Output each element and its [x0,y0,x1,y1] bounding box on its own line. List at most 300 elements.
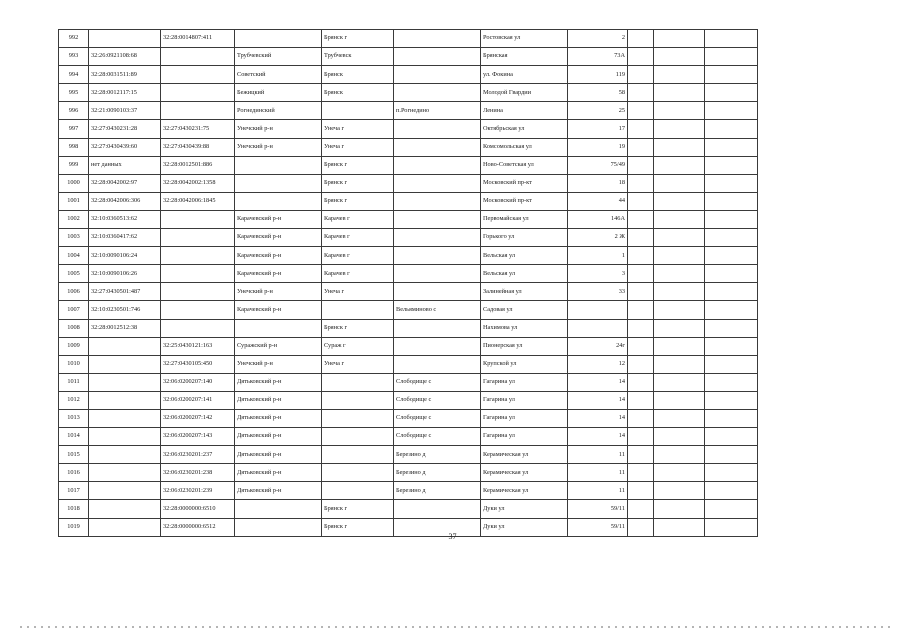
extra-column-3-cell [705,500,758,518]
house-number-cell: 11 [568,482,628,500]
table-row [59,391,758,409]
city-cell [322,102,394,120]
cadastral-number-2-cell [161,210,235,228]
extra-column-1-cell [628,120,654,138]
extra-column-2-cell [654,464,705,482]
extra-column-3-cell [705,373,758,391]
street-cell: Горького ул [481,229,568,247]
extra-column-2-cell [654,156,705,174]
cadastral-number-2-cell: 32:28:0014807:411 [161,30,235,48]
street-cell: Крупской ул [481,355,568,373]
settlement-cell: Слободище с [394,391,481,409]
cadastral-number-cell: нет данных [89,156,161,174]
extra-column-1-cell [628,301,654,319]
cadastral-number-cell: 32:26:0921108:68 [89,48,161,66]
house-number-cell: 14 [568,391,628,409]
settlement-cell: Слободище с [394,373,481,391]
extra-column-1-cell [628,247,654,265]
extra-column-1-cell [628,84,654,102]
cadastral-number-cell [89,337,161,355]
settlement-cell [394,84,481,102]
street-cell: Гагарина ул [481,373,568,391]
house-number-cell: 2 [568,30,628,48]
district-cell: Суражский р-н [235,337,322,355]
cadastral-number-cell: 32:28:0012117:15 [89,84,161,102]
city-cell: Брянск г [322,30,394,48]
district-cell [235,319,322,337]
extra-column-3-cell [705,409,758,427]
row-number-cell: 996 [59,102,89,120]
extra-column-3-cell [705,102,758,120]
cadastral-number-cell [89,464,161,482]
row-number-cell: 1004 [59,247,89,265]
row-number-cell: 1011 [59,373,89,391]
cadastral-number-cell [89,446,161,464]
house-number-cell: 73А [568,48,628,66]
city-cell: Унеча г [322,355,394,373]
table-row [59,229,758,247]
street-cell: Гагарина ул [481,428,568,446]
settlement-cell [394,30,481,48]
row-number-cell: 997 [59,120,89,138]
house-number-cell: 119 [568,66,628,84]
district-cell: Унечский р-н [235,283,322,301]
cadastral-number-cell [89,30,161,48]
district-cell: Дятьковский р-н [235,373,322,391]
cadastral-number-2-cell: 32:06:0200207:142 [161,409,235,427]
district-cell: Карачевский р-н [235,265,322,283]
street-cell: Керамическая ул [481,446,568,464]
extra-column-3-cell [705,283,758,301]
extra-column-2-cell [654,84,705,102]
extra-column-2-cell [654,391,705,409]
table-row [59,48,758,66]
district-cell: Дятьковский р-н [235,391,322,409]
city-cell [322,464,394,482]
cadastral-number-2-cell: 32:25:0430121:163 [161,337,235,355]
extra-column-3-cell [705,428,758,446]
street-cell: Брянская [481,48,568,66]
row-number-cell: 999 [59,156,89,174]
street-cell: ул. Фокина [481,66,568,84]
settlement-cell [394,229,481,247]
extra-column-2-cell [654,174,705,192]
row-number-cell: 1015 [59,446,89,464]
house-number-cell: 24г [568,337,628,355]
district-cell [235,174,322,192]
extra-column-3-cell [705,391,758,409]
row-number-cell: 992 [59,30,89,48]
row-number-cell: 1018 [59,500,89,518]
city-cell [322,482,394,500]
street-cell: Первомайская ул [481,210,568,228]
scan-edge-artifact [20,626,895,628]
city-cell [322,373,394,391]
settlement-cell: п.Рогнедино [394,102,481,120]
extra-column-1-cell [628,102,654,120]
cadastral-number-cell: 32:10:0360417:62 [89,229,161,247]
table-row [59,138,758,156]
street-cell: Ростовская ул [481,30,568,48]
city-cell: Трубчевск [322,48,394,66]
street-cell: Керамическая ул [481,482,568,500]
extra-column-3-cell [705,446,758,464]
house-number-cell: 11 [568,446,628,464]
cadastral-number-2-cell: 32:06:0230201:238 [161,464,235,482]
district-cell: Трубчевский [235,48,322,66]
table-row [59,409,758,427]
cadastral-number-cell [89,482,161,500]
row-number-cell: 994 [59,66,89,84]
row-number-cell: 1014 [59,428,89,446]
settlement-cell [394,192,481,210]
extra-column-1-cell [628,482,654,500]
city-cell [322,391,394,409]
cadastral-number-cell [89,373,161,391]
cadastral-number-2-cell [161,48,235,66]
cadastral-number-2-cell [161,66,235,84]
district-cell: Карачевский р-н [235,210,322,228]
table-row [59,174,758,192]
street-cell: Московский пр-кт [481,192,568,210]
extra-column-1-cell [628,283,654,301]
cadastral-number-cell: 32:27:0430231:28 [89,120,161,138]
cadastral-number-2-cell [161,301,235,319]
city-cell: Сураж г [322,337,394,355]
extra-column-2-cell [654,482,705,500]
extra-column-1-cell [628,391,654,409]
extra-column-2-cell [654,446,705,464]
settlement-cell [394,174,481,192]
settlement-cell [394,355,481,373]
street-cell: Вельская ул [481,247,568,265]
extra-column-3-cell [705,48,758,66]
street-cell: Залинейная ул [481,283,568,301]
cadastral-number-2-cell: 32:28:0000000:6510 [161,500,235,518]
settlement-cell: Слободище с [394,409,481,427]
district-cell: Унечский р-н [235,355,322,373]
district-cell [235,156,322,174]
settlement-cell [394,48,481,66]
city-cell: Брянск г [322,518,394,536]
extra-column-1-cell [628,355,654,373]
row-number-cell: 1002 [59,210,89,228]
city-cell: Брянск [322,84,394,102]
extra-column-3-cell [705,66,758,84]
district-cell: Бежицкий [235,84,322,102]
street-cell: Керамическая ул [481,464,568,482]
page-number: 37 [448,532,457,541]
extra-column-3-cell [705,355,758,373]
city-cell: Брянск г [322,500,394,518]
row-number-cell: 1012 [59,391,89,409]
row-number-cell: 1003 [59,229,89,247]
extra-column-2-cell [654,30,705,48]
district-cell: Унечский р-н [235,138,322,156]
extra-column-3-cell [705,84,758,102]
table-row [59,192,758,210]
row-number-cell: 1008 [59,319,89,337]
row-number-cell: 1009 [59,337,89,355]
street-cell: Ленина [481,102,568,120]
cadastral-number-2-cell: 32:06:0200207:140 [161,373,235,391]
cadastral-number-2-cell: 32:28:0042002:1358 [161,174,235,192]
settlement-cell [394,247,481,265]
district-cell: Дятьковский р-н [235,482,322,500]
extra-column-1-cell [628,30,654,48]
district-cell: Дятьковский р-н [235,428,322,446]
district-cell: Карачевский р-н [235,229,322,247]
cadastral-number-cell: 32:10:0230501:746 [89,301,161,319]
extra-column-3-cell [705,229,758,247]
cadastral-number-2-cell: 32:28:0012501:886 [161,156,235,174]
house-number-cell: 33 [568,283,628,301]
street-cell: Комсомольская ул [481,138,568,156]
register-table-body [59,30,758,537]
extra-column-2-cell [654,373,705,391]
extra-column-3-cell [705,337,758,355]
cadastral-number-2-cell [161,229,235,247]
extra-column-3-cell [705,138,758,156]
city-cell [322,446,394,464]
settlement-cell: Слободище с [394,428,481,446]
settlement-cell [394,66,481,84]
house-number-cell: 18 [568,174,628,192]
extra-column-1-cell [628,500,654,518]
extra-column-3-cell [705,174,758,192]
row-number-cell: 1001 [59,192,89,210]
street-cell: Гагарина ул [481,391,568,409]
cadastral-number-cell: 32:27:0430439:60 [89,138,161,156]
house-number-cell: 75/49 [568,156,628,174]
extra-column-2-cell [654,48,705,66]
extra-column-1-cell [628,446,654,464]
extra-column-3-cell [705,301,758,319]
cadastral-number-2-cell: 32:06:0230201:237 [161,446,235,464]
extra-column-3-cell [705,464,758,482]
cadastral-number-cell: 32:28:0042006:306 [89,192,161,210]
extra-column-2-cell [654,265,705,283]
table-row [59,482,758,500]
cadastral-number-2-cell [161,319,235,337]
settlement-cell [394,500,481,518]
table-row [59,373,758,391]
cadastral-number-2-cell: 32:28:0000000:6512 [161,518,235,536]
street-cell: Октябрьская ул [481,120,568,138]
extra-column-3-cell [705,210,758,228]
settlement-cell [394,210,481,228]
street-cell: Дуки ул [481,500,568,518]
extra-column-3-cell [705,482,758,500]
cadastral-number-cell: 32:21:0090103:37 [89,102,161,120]
district-cell: Карачевский р-н [235,247,322,265]
cadastral-number-2-cell [161,283,235,301]
extra-column-2-cell [654,500,705,518]
house-number-cell: 19 [568,138,628,156]
extra-column-1-cell [628,156,654,174]
table-row [59,428,758,446]
row-number-cell: 995 [59,84,89,102]
extra-column-2-cell [654,192,705,210]
settlement-cell [394,138,481,156]
table-row [59,265,758,283]
cadastral-number-cell [89,409,161,427]
city-cell: Унеча г [322,283,394,301]
house-number-cell: 14 [568,373,628,391]
table-row [59,319,758,337]
extra-column-1-cell [628,409,654,427]
table-row [59,84,758,102]
row-number-cell: 1007 [59,301,89,319]
row-number-cell: 1006 [59,283,89,301]
street-cell: Садовая ул [481,301,568,319]
cadastral-number-cell [89,428,161,446]
table-row [59,247,758,265]
cadastral-number-2-cell: 32:06:0230201:239 [161,482,235,500]
city-cell: Брянск г [322,319,394,337]
extra-column-1-cell [628,464,654,482]
table-row [59,66,758,84]
extra-column-2-cell [654,229,705,247]
table-row [59,355,758,373]
district-cell [235,192,322,210]
cadastral-number-2-cell [161,247,235,265]
settlement-cell: Вельяминово с [394,301,481,319]
extra-column-1-cell [628,138,654,156]
cadastral-number-2-cell: 32:27:0430439:88 [161,138,235,156]
extra-column-1-cell [628,319,654,337]
table-row [59,500,758,518]
extra-column-3-cell [705,319,758,337]
house-number-cell: 58 [568,84,628,102]
cadastral-number-2-cell: 32:28:0042006:1845 [161,192,235,210]
settlement-cell [394,120,481,138]
table-row [59,446,758,464]
cadastral-number-2-cell [161,84,235,102]
table-row [59,301,758,319]
row-number-cell: 1017 [59,482,89,500]
city-cell: Брянск г [322,192,394,210]
cadastral-number-cell: 32:10:0360513:62 [89,210,161,228]
extra-column-3-cell [705,156,758,174]
district-cell: Советский [235,66,322,84]
table-row [59,464,758,482]
district-cell [235,30,322,48]
district-cell: Унечский р-н [235,120,322,138]
street-cell: Вельская ул [481,265,568,283]
extra-column-3-cell [705,247,758,265]
property-register-table [58,29,758,537]
street-cell: Ново-Советская ул [481,156,568,174]
cadastral-number-cell: 32:28:0042002:97 [89,174,161,192]
house-number-cell: 3 [568,265,628,283]
extra-column-2-cell [654,210,705,228]
row-number-cell: 1010 [59,355,89,373]
district-cell [235,500,322,518]
row-number-cell: 1005 [59,265,89,283]
settlement-cell: Березино д [394,446,481,464]
cadastral-number-cell: 32:10:0090106:26 [89,265,161,283]
house-number-cell [568,301,628,319]
cadastral-number-cell: 32:27:0430501:487 [89,283,161,301]
row-number-cell: 1013 [59,409,89,427]
settlement-cell [394,283,481,301]
extra-column-2-cell [654,319,705,337]
row-number-cell: 1016 [59,464,89,482]
extra-column-1-cell [628,174,654,192]
street-cell: Пионерская ул [481,337,568,355]
row-number-cell: 993 [59,48,89,66]
table-row [59,30,758,48]
cadastral-number-2-cell: 32:27:0430231:75 [161,120,235,138]
cadastral-number-cell: 32:28:0012512:38 [89,319,161,337]
extra-column-2-cell [654,247,705,265]
extra-column-2-cell [654,409,705,427]
cadastral-number-2-cell: 32:06:0200207:141 [161,391,235,409]
extra-column-1-cell [628,373,654,391]
cadastral-number-2-cell: 32:06:0200207:143 [161,428,235,446]
district-cell: Рогнединский [235,102,322,120]
table-row [59,120,758,138]
extra-column-1-cell [628,428,654,446]
city-cell: Карачев г [322,229,394,247]
house-number-cell: 14 [568,409,628,427]
city-cell: Унеча г [322,138,394,156]
extra-column-2-cell [654,120,705,138]
district-cell: Дятьковский р-н [235,446,322,464]
cadastral-number-cell [89,355,161,373]
table-row [59,210,758,228]
city-cell: Карачев г [322,210,394,228]
district-cell: Дятьковский р-н [235,409,322,427]
settlement-cell: Березино д [394,482,481,500]
extra-column-2-cell [654,428,705,446]
table-row [59,156,758,174]
row-number-cell: 1000 [59,174,89,192]
house-number-cell [568,319,628,337]
city-cell: Брянск г [322,156,394,174]
extra-column-3-cell [705,30,758,48]
extra-column-1-cell [628,229,654,247]
house-number-cell: 1 [568,247,628,265]
street-cell: Московский пр-кт [481,174,568,192]
settlement-cell [394,319,481,337]
city-cell: Карачев г [322,265,394,283]
city-cell: Карачев г [322,247,394,265]
cadastral-number-2-cell [161,265,235,283]
extra-column-2-cell [654,102,705,120]
street-cell: Нахимова ул [481,319,568,337]
street-cell: Гагарина ул [481,409,568,427]
extra-column-1-cell [628,265,654,283]
district-cell: Карачевский р-н [235,301,322,319]
house-number-cell: 59/11 [568,500,628,518]
house-number-cell: 17 [568,120,628,138]
extra-column-2-cell [654,355,705,373]
cadastral-number-cell [89,500,161,518]
cadastral-number-cell: 32:28:0031511:89 [89,66,161,84]
extra-column-2-cell [654,337,705,355]
street-cell: Молодой Гвардии [481,84,568,102]
extra-column-2-cell [654,283,705,301]
settlement-cell [394,337,481,355]
house-number-cell: 2 Ж [568,229,628,247]
settlement-cell [394,156,481,174]
extra-column-3-cell [705,265,758,283]
row-number-cell: 998 [59,138,89,156]
settlement-cell [394,265,481,283]
city-cell: Унеча г [322,120,394,138]
